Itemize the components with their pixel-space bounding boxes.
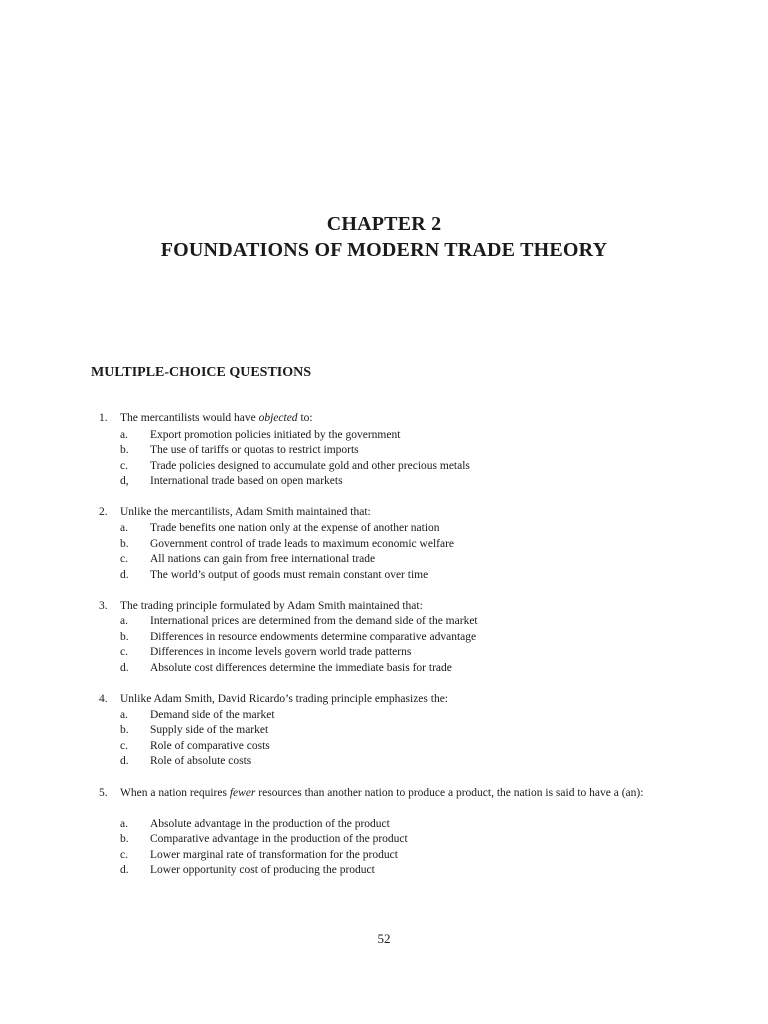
option-text: Supply side of the market [150,724,269,736]
stem-text: The mercantilists would have [120,412,259,424]
option-letter: a. [120,709,128,721]
question-number: 2. [99,506,108,518]
option-text: Demand side of the market [150,709,275,721]
option-text: International prices are determined from the demand side of the market [150,615,478,627]
stem-text: resources than another nation to produce a product, the nation is said to have a (an): [255,787,644,799]
question-number: 5. [99,787,108,799]
option-letter: b. [120,444,129,456]
option-letter: d. [120,569,129,581]
option-letter: b. [120,631,129,643]
option-letter: a. [120,429,128,441]
option-letter: c. [120,740,128,752]
stem-text: to: [297,412,313,424]
option-text: International trade based on open markets [150,475,343,487]
option-text: Government control of trade leads to maximum economic welfare [150,538,455,550]
option-text: Trade policies designed to accumulate gold and other precious metals [150,460,470,472]
question-number: 4. [99,693,108,705]
question-stem: The trading principle formulated by Adam Smith maintained that: [120,600,423,612]
option-text: All nations can gain from free international trade [150,553,376,565]
option-letter: b. [120,724,129,736]
option-text: The world’s output of goods must remain constant over time [150,569,429,581]
question-number: 1. [99,412,108,424]
question-stem: Unlike Adam Smith, David Ricardo’s trading principle emphasizes the: [120,693,449,705]
option-text: Role of comparative costs [150,740,270,752]
page-number: 52 [377,931,391,946]
option-letter: d, [120,475,129,487]
chapter-title: FOUNDATIONS OF MODERN TRADE THEORY [160,239,608,261]
option-letter: c. [120,553,128,565]
option-text: Differences in resource endowments determine comparative advantage [150,631,477,643]
option-text: Lower opportunity cost of producing the product [150,864,375,876]
stem-emphasis: fewer [229,787,256,799]
option-text: Comparative advantage in the production of the product [150,833,408,845]
option-letter: b. [120,538,129,550]
option-text: The use of tariffs or quotas to restrict imports [150,444,359,456]
chapter-number: CHAPTER 2 [326,213,442,235]
option-text: Differences in income levels govern world trade patterns [150,646,412,658]
option-text: Lower marginal rate of transformation for the product [150,849,398,861]
option-letter: a. [120,615,128,627]
question-stem [120,786,660,802]
option-letter: d. [120,755,129,767]
question-stem [120,411,660,427]
option-letter: c. [120,460,128,472]
question-stem: Unlike the mercantilists, Adam Smith maintained that: [120,506,371,518]
option-text: Export promotion policies initiated by the government [150,429,401,441]
option-text: Absolute cost differences determine the immediate basis for trade [150,662,452,674]
section-heading: MULTIPLE-CHOICE QUESTIONS [91,365,312,380]
option-letter: b. [120,833,129,845]
option-text: Absolute advantage in the production of the product [150,818,390,830]
stem-text: When a nation requires [120,787,230,799]
option-letter: d. [120,864,129,876]
option-letter: c. [120,646,128,658]
option-letter: c. [120,849,128,861]
stem-emphasis: objected [258,412,298,424]
option-letter: d. [120,662,129,674]
option-text: Trade benefits one nation only at the expense of another nation [150,522,440,534]
option-letter: a. [120,522,128,534]
option-text: Role of absolute costs [150,755,252,767]
question-number: 3. [99,600,108,612]
option-letter: a. [120,818,128,830]
